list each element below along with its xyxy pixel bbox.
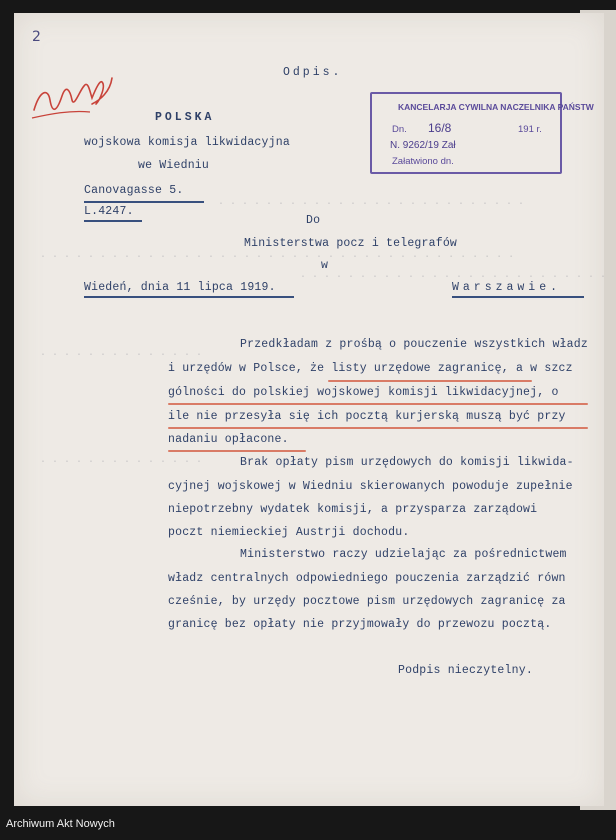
stamp-dn-label: Dn. <box>392 124 407 135</box>
archive-label: Archiwum Akt Nowych <box>6 818 115 830</box>
red-underline <box>328 380 532 382</box>
stamp-ref: N. 9262/19 Zał <box>390 140 456 151</box>
body-line: i urzędów w Polsce, że listy urzędowe zagranicę, a w szcz <box>168 362 573 375</box>
body-line: Przedkładam z prośbą o pouczenie wszystkich władz <box>240 338 588 351</box>
stamp-year: 191 r. <box>518 124 542 135</box>
date-line: Wiedeń, dnia 11 lipca 1919. <box>84 281 276 294</box>
body-line: nadaniu opłacone. <box>168 433 289 446</box>
red-underline <box>168 403 588 405</box>
body-line: ile nie przesyła się ich pocztą kurjerską muszą być przy <box>168 410 566 423</box>
recipient-ministry: Ministerstwa pocz i telegrafów <box>244 237 458 250</box>
reference-underline <box>84 220 142 222</box>
date-underline <box>84 296 294 298</box>
body-line: cyjnej wojskowej w Wiedniu skierowanych powoduje zupełnie <box>168 480 573 493</box>
red-underline <box>168 427 588 429</box>
signature-line: Podpis nieczytelny. <box>398 664 533 677</box>
body-line: granicę bez opłaty nie przyjmowały do przewozu pocztą. <box>168 618 552 631</box>
stamp-done-label: Załatwiono dn. <box>392 156 454 167</box>
page-number: 2 <box>32 29 41 45</box>
body-line: poczt niemieckiej Austrji dochodu. <box>168 526 410 539</box>
body-line: gólności do polskiej wojskowej komisji likwidacyjnej, o <box>168 386 559 399</box>
red-underline <box>168 450 306 452</box>
body-line: niepotrzebny wydatek komisji, a przysparza zarządowi <box>168 503 538 516</box>
recipient-to: Do <box>306 214 321 227</box>
org-line-2: wojskowa komisja likwidacyjna <box>84 136 290 149</box>
body-line: władz centralnych odpowiedniego pouczenia zarządzić równ <box>168 572 566 585</box>
document-title: Odpis. <box>283 66 343 79</box>
registry-stamp <box>370 92 594 174</box>
stamp-title: KANCELARJA CYWILNA NACZELNIKA PAŃSTW <box>398 102 594 112</box>
city-underline <box>452 296 584 298</box>
org-line-1: POLSKA <box>155 111 215 124</box>
address-underline <box>84 201 204 203</box>
org-line-3: we Wiedniu <box>138 159 210 172</box>
body-line: Ministerstwo raczy udzielając za pośrednictwem <box>240 548 567 561</box>
recipient-city: Warszawie. <box>452 281 562 294</box>
stamp-dn-value: 16/8 <box>428 121 452 135</box>
body-line: Brak opłaty pism urzędowych do komisji likwida- <box>240 456 574 469</box>
recipient-w: w <box>321 259 329 272</box>
body-line: cześnie, by urzędy pocztowe pism urzędowych zagranicę za <box>168 595 566 608</box>
org-address: Canovagasse 5. <box>84 184 184 197</box>
handwritten-signature <box>30 70 120 130</box>
reference-number: L.4247. <box>84 205 134 218</box>
